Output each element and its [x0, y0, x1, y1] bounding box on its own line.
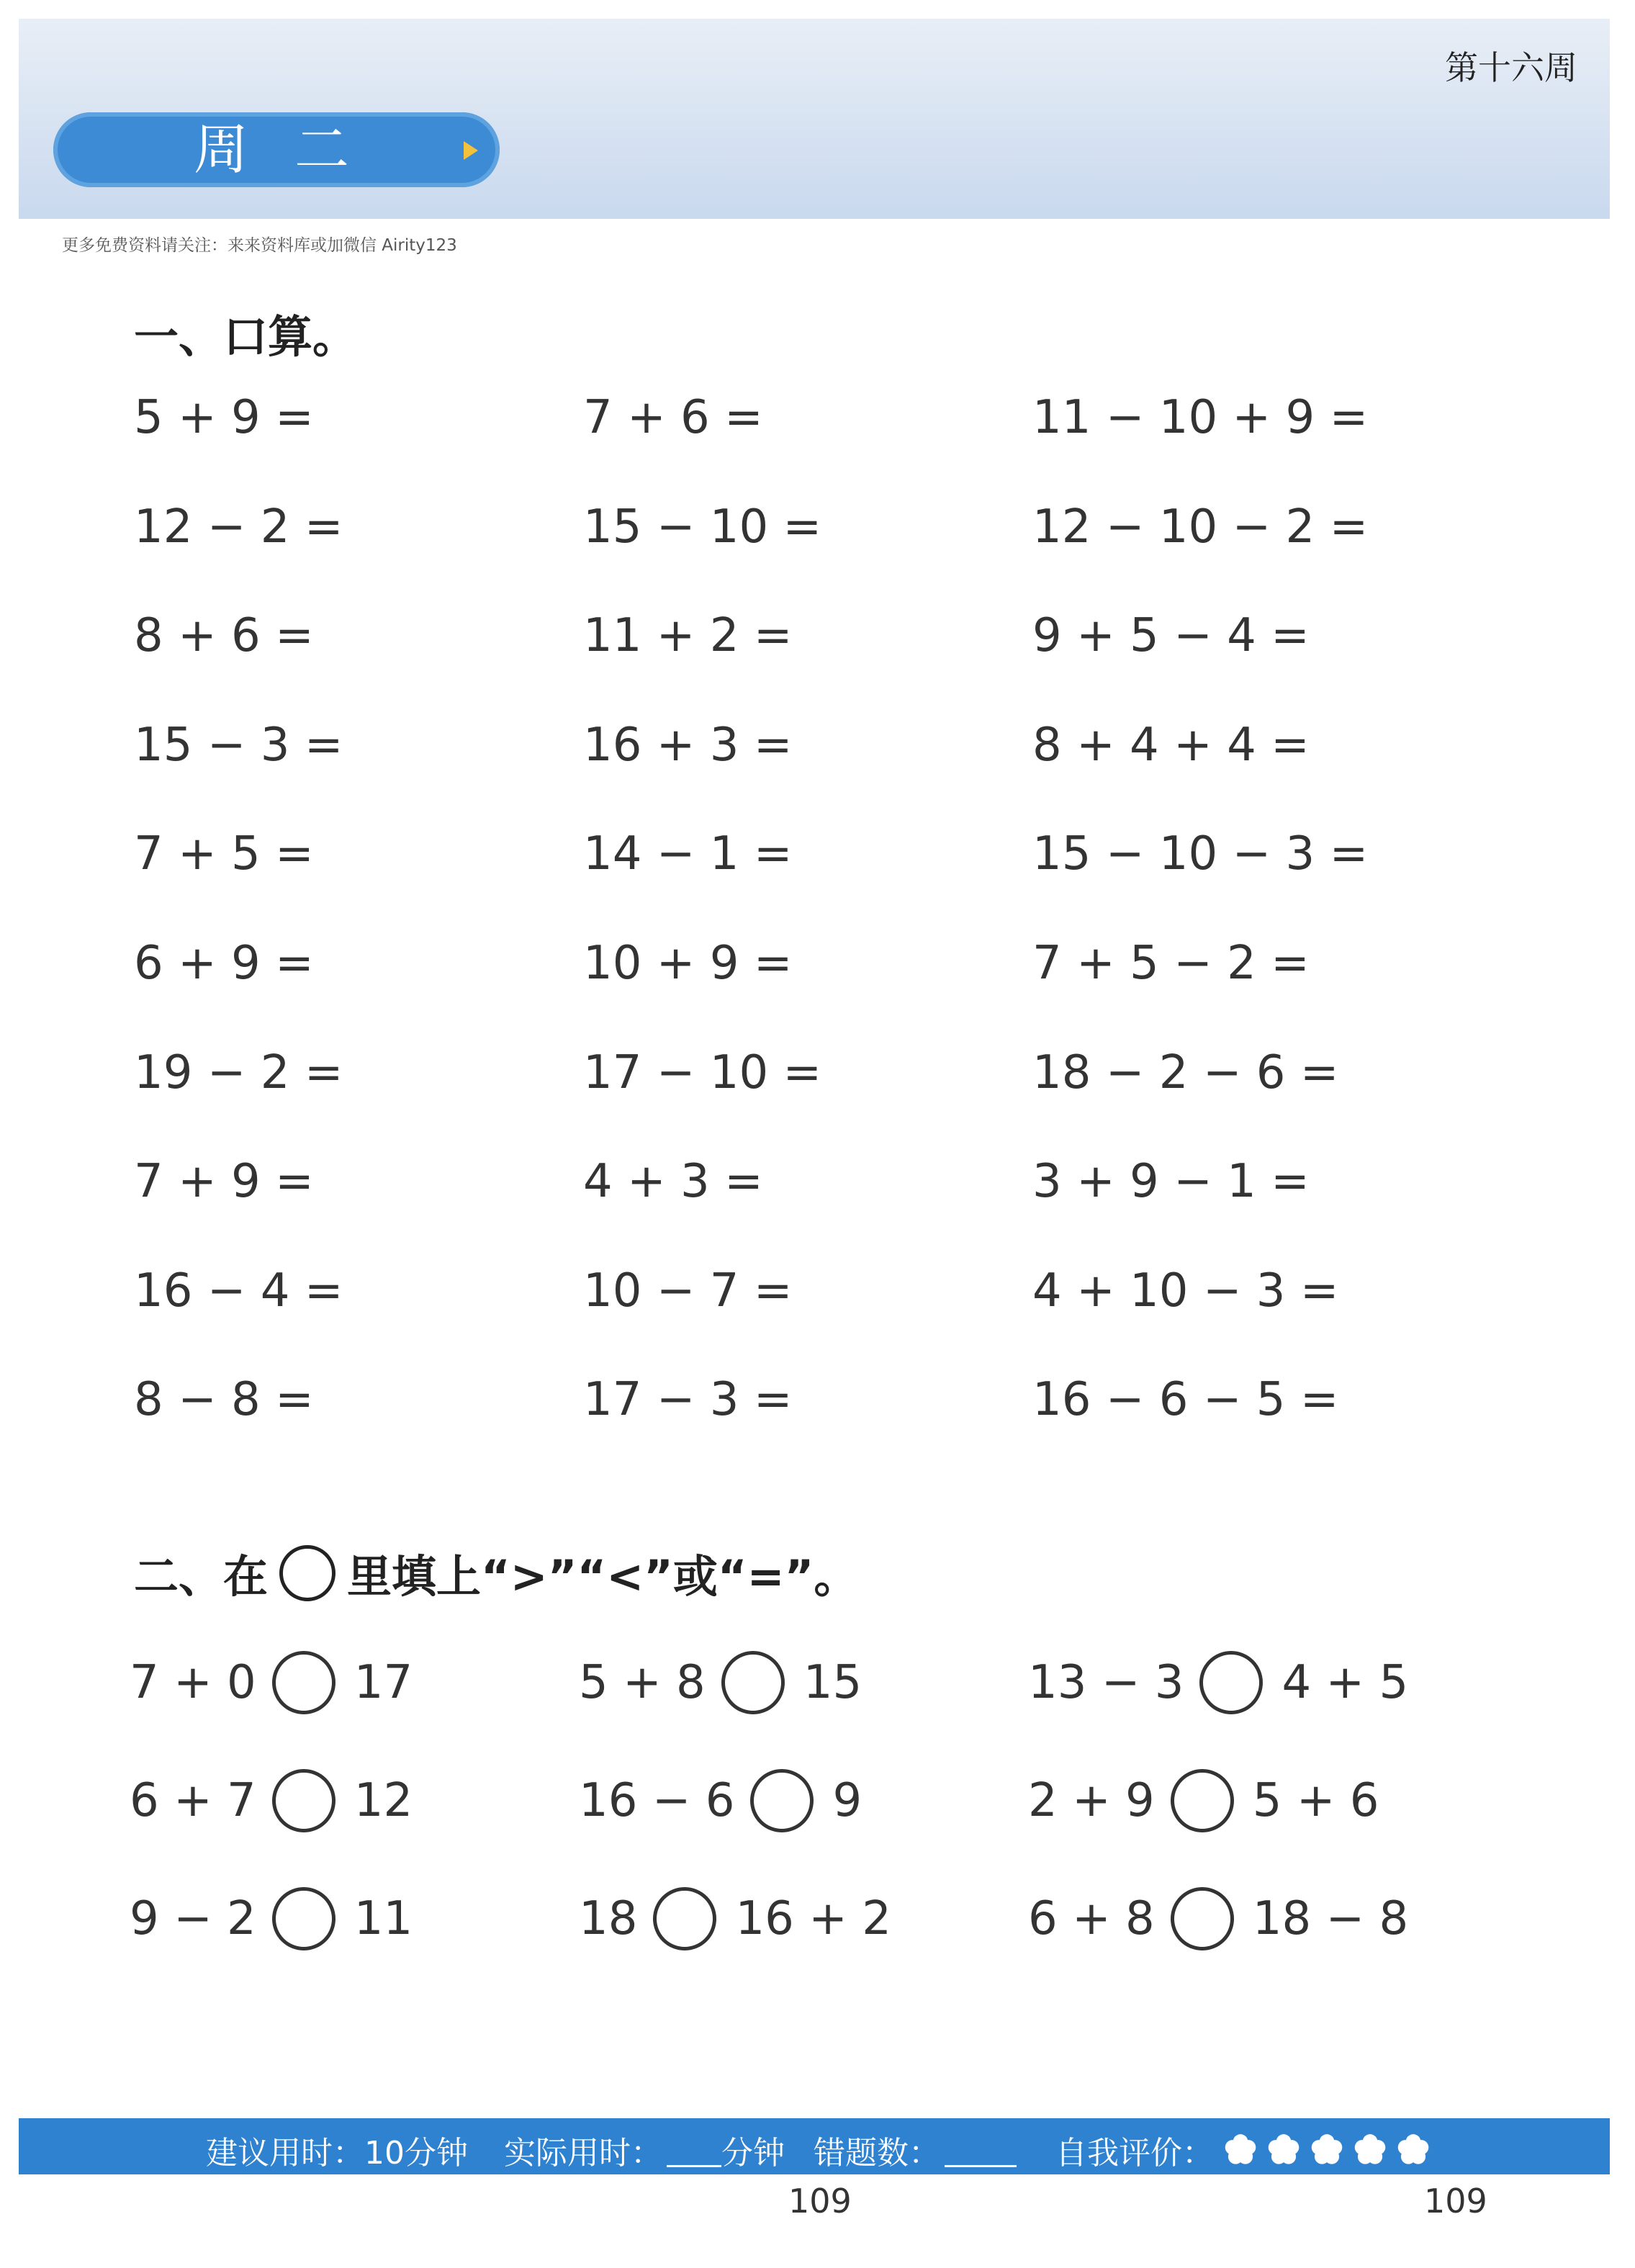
actual-time-label: 实际用时： [504, 2135, 662, 2172]
math-problem: 7 + 5 = [134, 827, 314, 881]
footer-band [19, 2118, 1610, 2174]
math-problem: 6 + 9 = [134, 936, 314, 990]
answer-circle[interactable] [750, 1769, 814, 1832]
comparison-item [1028, 1881, 1477, 1956]
math-problem: 18 − 2 − 6 = [1032, 1045, 1339, 1099]
actual-time-blank[interactable] [667, 2133, 721, 2167]
comparison-item [1028, 1645, 1477, 1720]
rating-flowers [1214, 2133, 1430, 2166]
comparison-left: 16 − 6 [579, 1774, 735, 1827]
math-problem: 10 + 9 = [583, 936, 793, 990]
comparison-right: 18 − 8 [1252, 1892, 1409, 1945]
comparison-left: 5 + 8 [579, 1656, 706, 1709]
comparison-right: 4 + 5 [1282, 1656, 1409, 1709]
math-problem: 11 − 10 + 9 = [1032, 391, 1369, 444]
suggested-time-label: 建议用时：10分钟 [206, 2135, 468, 2172]
comparison-right: 9 [832, 1774, 862, 1827]
math-problem: 19 − 2 = [134, 1045, 343, 1099]
comparison-left: 9 − 2 [130, 1892, 256, 1945]
math-problem: 17 − 3 = [583, 1373, 793, 1427]
comparison-left: 2 + 9 [1028, 1774, 1155, 1827]
answer-circle[interactable] [1171, 1769, 1234, 1832]
answer-circle[interactable] [721, 1651, 785, 1714]
flower-icon[interactable] [1310, 2133, 1343, 2166]
comparison-item [579, 1763, 1028, 1838]
answer-circle[interactable] [272, 1887, 335, 1950]
circle-icon [279, 1545, 335, 1601]
math-problem: 16 + 3 = [583, 718, 793, 772]
math-problem: 17 − 10 = [583, 1045, 822, 1099]
answer-circle[interactable] [272, 1651, 335, 1714]
math-problem: 14 − 1 = [583, 827, 793, 881]
self-evaluation [1055, 2127, 1430, 2173]
math-problem: 15 − 10 − 3 = [1032, 827, 1369, 881]
math-problem: 12 − 10 − 2 = [1032, 500, 1369, 554]
math-problem: 7 + 9 = [134, 1155, 314, 1209]
math-problem: 10 − 7 = [583, 1264, 793, 1318]
error-count [814, 2127, 1017, 2173]
flower-icon[interactable] [1267, 2133, 1300, 2166]
watermark-text: 更多免费资料请关注：来来资料库或加微信 Airity123 [62, 236, 457, 255]
math-problem: 9 + 5 − 4 = [1032, 609, 1310, 663]
answer-circle[interactable] [272, 1769, 335, 1832]
comparison-item [1028, 1763, 1477, 1838]
day-label: 周二 [194, 117, 395, 181]
actual-time [504, 2127, 785, 2173]
comparison-item [130, 1881, 579, 1956]
comparison-right: 5 + 6 [1252, 1774, 1379, 1827]
arrow-right-icon [464, 141, 478, 160]
comparison-left: 6 + 8 [1028, 1892, 1155, 1945]
math-problem: 16 − 6 − 5 = [1032, 1373, 1339, 1427]
comparison-item [130, 1763, 579, 1838]
day-banner [53, 112, 500, 187]
comparison-right: 17 [353, 1656, 413, 1709]
flower-icon[interactable] [1397, 2133, 1430, 2166]
math-problem: 8 + 4 + 4 = [1032, 718, 1310, 772]
comparison-left: 18 [579, 1892, 638, 1945]
error-count-label: 错题数： [814, 2135, 940, 2172]
error-count-blank[interactable] [945, 2133, 1017, 2167]
math-problem: 3 + 9 − 1 = [1032, 1155, 1310, 1209]
comparison-right: 16 + 2 [735, 1892, 891, 1945]
page-number-center: 109 [788, 2182, 852, 2220]
comparison-left: 6 + 7 [130, 1774, 256, 1827]
week-label: 第十六周 [1445, 48, 1577, 87]
flower-icon[interactable] [1354, 2133, 1387, 2166]
comparison-left: 7 + 0 [130, 1656, 256, 1709]
answer-circle[interactable] [1171, 1887, 1234, 1950]
flower-icon[interactable] [1224, 2133, 1257, 2166]
math-problem: 15 − 10 = [583, 500, 822, 554]
section-1-title: 一、口算。 [134, 310, 358, 363]
actual-time-unit: 分钟 [721, 2135, 785, 2172]
comparison-item [579, 1645, 1028, 1720]
mental-math-grid [134, 389, 1487, 1480]
self-evaluation-label: 自我评价： [1055, 2135, 1214, 2172]
suggested-time [206, 2127, 468, 2173]
math-problem: 8 − 8 = [134, 1373, 314, 1427]
math-problem: 4 + 10 − 3 = [1032, 1264, 1339, 1318]
comparison-grid [130, 1645, 1497, 1999]
page-number-right: 109 [1424, 2182, 1487, 2220]
section-2-title-suffix: 里填上“>”“<”或“=”。 [347, 1550, 859, 1603]
answer-circle[interactable] [653, 1887, 716, 1950]
math-problem: 4 + 3 = [583, 1155, 763, 1209]
math-problem: 8 + 6 = [134, 609, 314, 663]
math-problem: 5 + 9 = [134, 391, 314, 444]
math-problem: 7 + 5 − 2 = [1032, 936, 1310, 990]
math-problem: 16 − 4 = [134, 1264, 343, 1318]
math-problem: 7 + 6 = [583, 391, 763, 444]
comparison-right: 12 [353, 1774, 413, 1827]
comparison-left: 13 − 3 [1028, 1656, 1184, 1709]
comparison-right: 15 [803, 1656, 862, 1709]
math-problem: 11 + 2 = [583, 609, 793, 663]
section-2-title [134, 1541, 858, 1605]
comparison-item [579, 1881, 1028, 1956]
comparison-right: 11 [353, 1892, 413, 1945]
comparison-item [130, 1645, 579, 1720]
math-problem: 15 − 3 = [134, 718, 343, 772]
section-2-title-prefix: 二、在 [134, 1550, 269, 1603]
answer-circle[interactable] [1199, 1651, 1263, 1714]
math-problem: 12 − 2 = [134, 500, 343, 554]
